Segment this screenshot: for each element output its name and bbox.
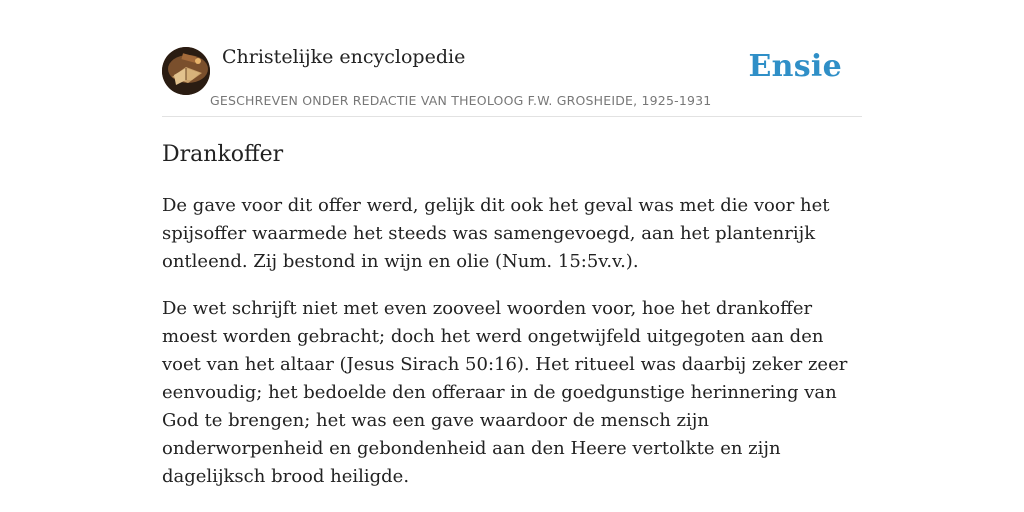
article-paragraph-2: De wet schrijft niet met even zooveel woorden voor, hoe het drankoffer moest worden gebracht; doch het werd ongetwijfeld uitgegoten aan den voet van het altaar (Jesus Sirach 50:16). Het ritueel was daarbij zeker zeer eenvoudig; het bedoelde den offeraar in de goedgunstige herinnering van God te brengen; het was een gave waardoor de mensch zijn onderworpenheid en gebondenheid aan den Heere vertolkte en zijn dagelijksch brood heiligde.	[162, 298, 848, 487]
article-paragraph-1: De gave voor dit offer werd, gelijk dit ook het geval was met die voor het spijsoffer waarmede het steeds was samengevoegd, aan het plantenrijk ontleend. Zij bestond in wijn en olie (Num. 15:5v.v.).	[162, 195, 830, 272]
article-title: Drankoffer	[162, 142, 284, 167]
site-title-link[interactable]: Christelijke encyclopedie	[222, 46, 466, 68]
ensie-logo[interactable]: Ensie	[748, 49, 842, 84]
site-subtitle: GESCHREVEN ONDER REDACTIE VAN THEOLOOG F.W. GROSHEIDE, 1925-1931	[210, 93, 712, 108]
encyclopedia-avatar[interactable]	[162, 47, 210, 95]
site-header	[162, 44, 862, 117]
article	[162, 140, 862, 491]
open-book-icon	[162, 47, 210, 95]
